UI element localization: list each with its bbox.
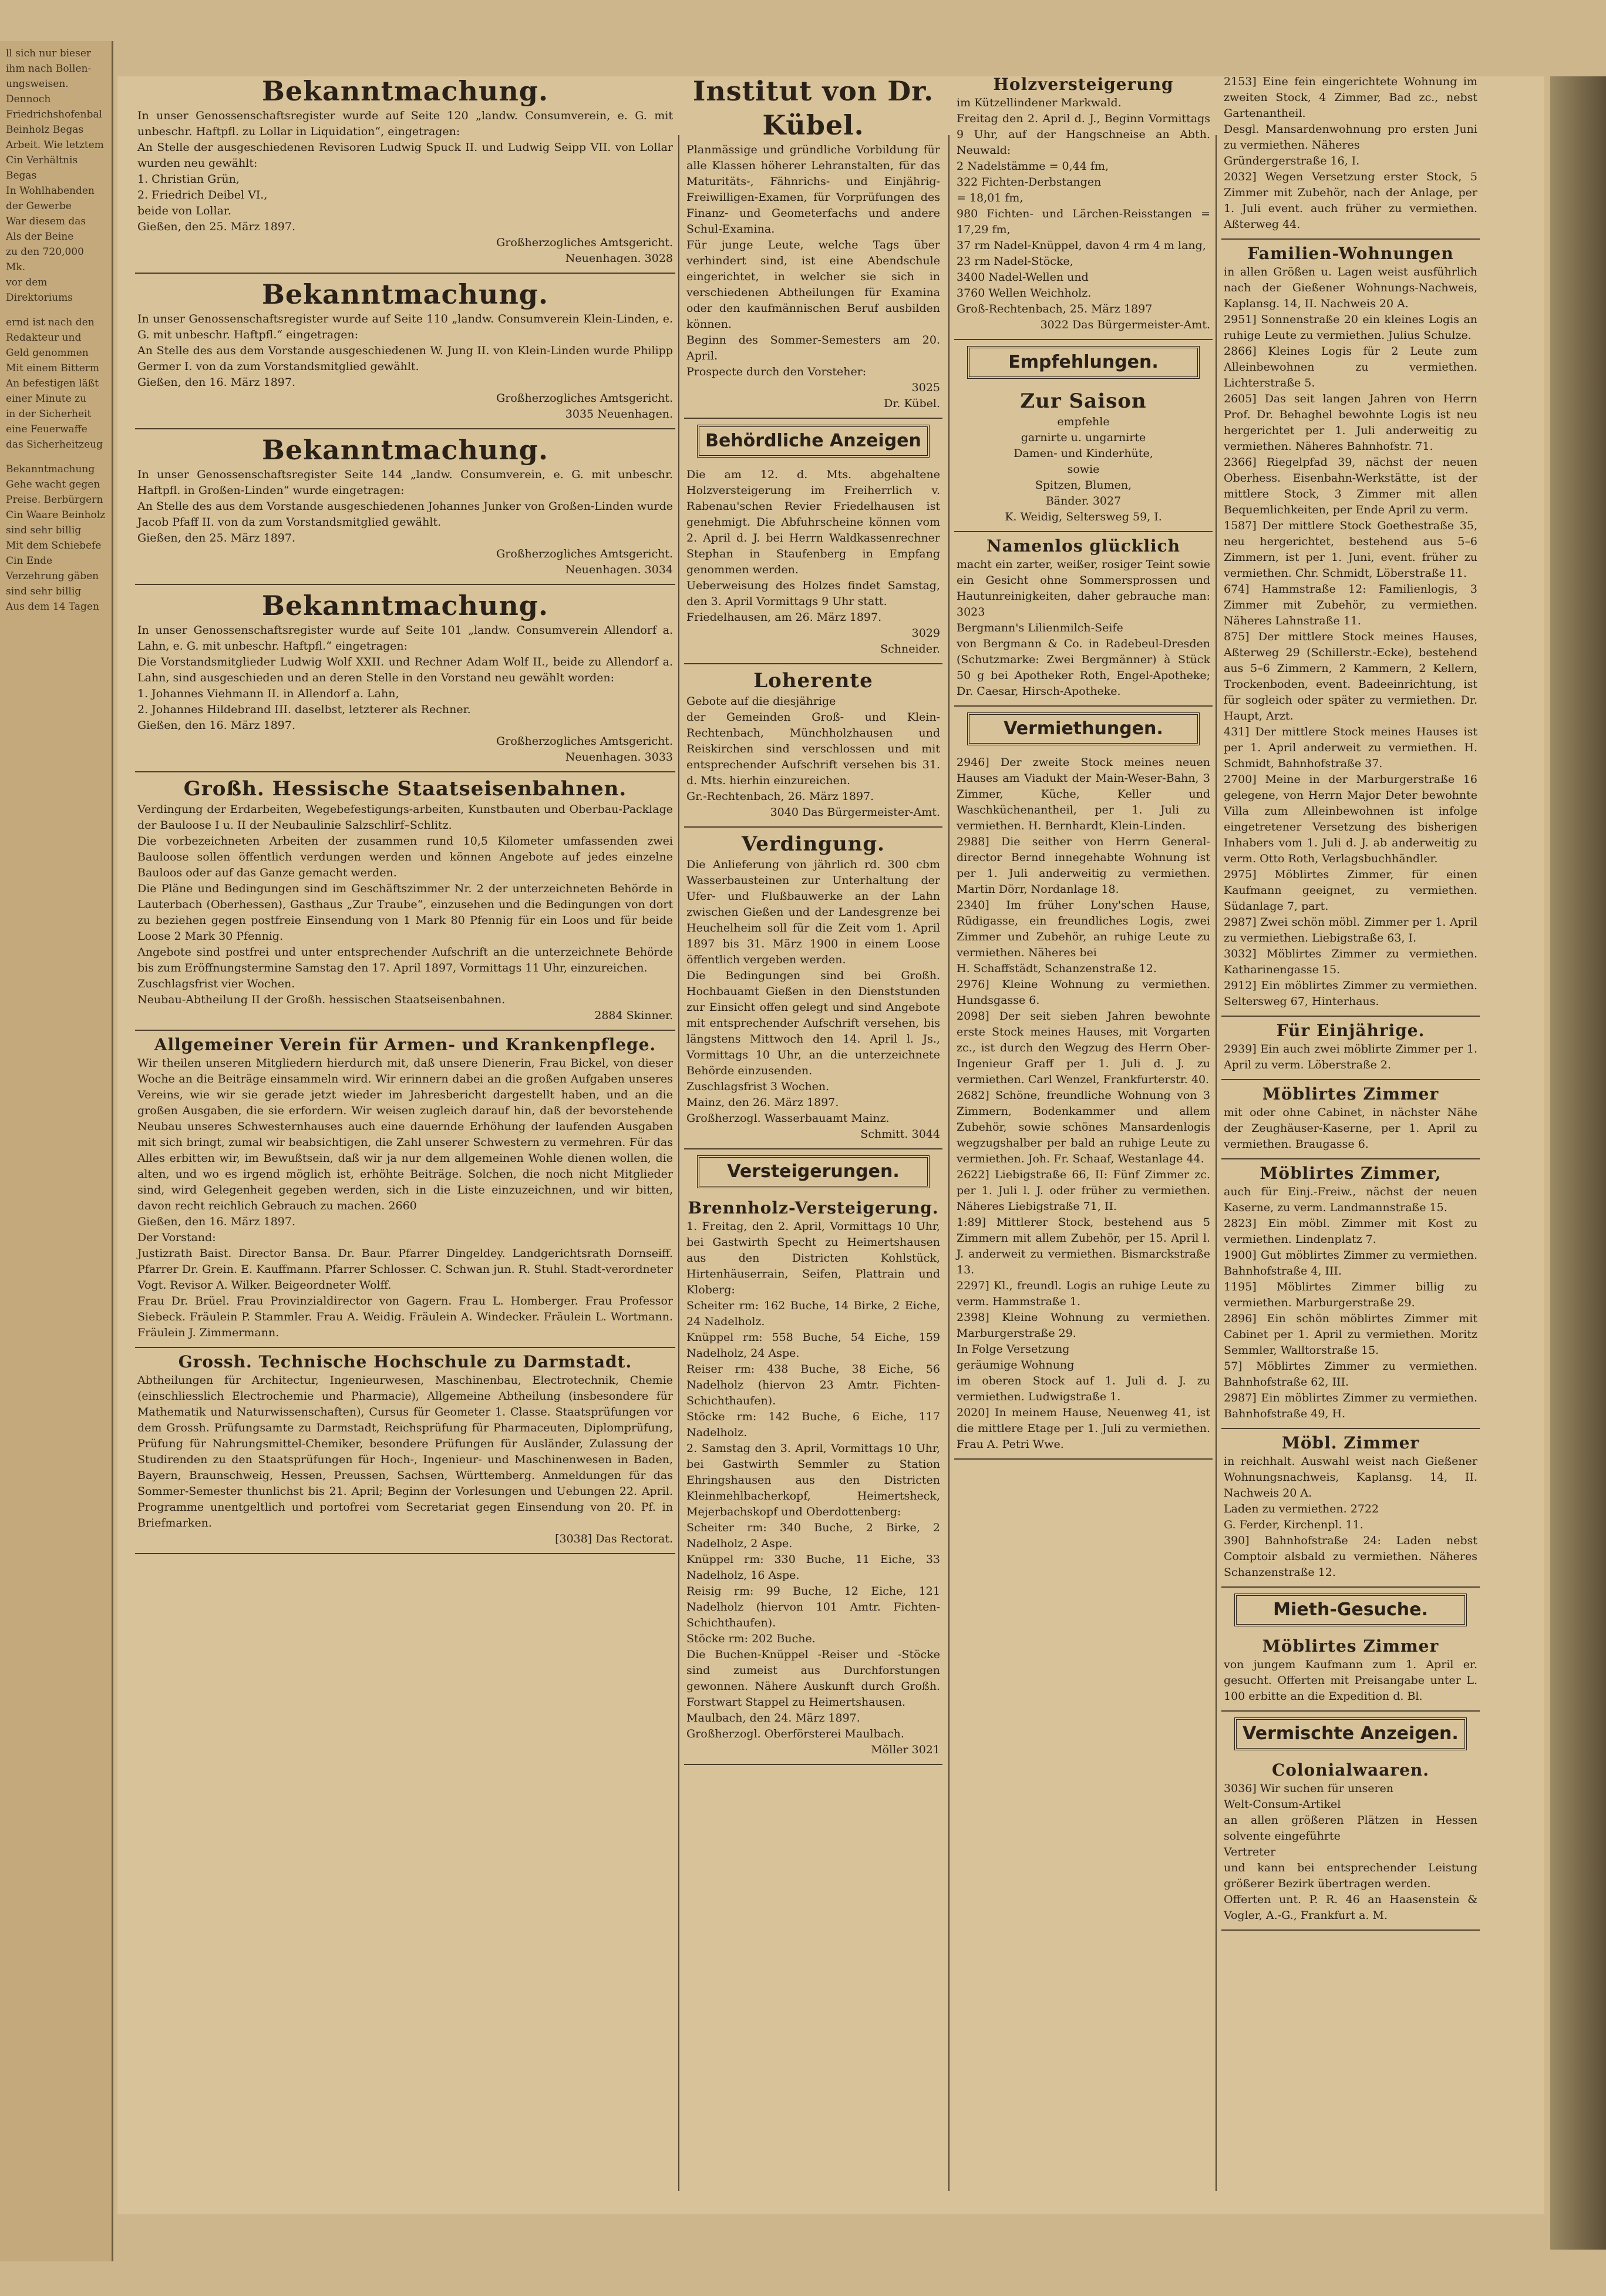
ad-title: Institut von Dr. Kübel. [692, 75, 934, 141]
advertisement [135, 772, 675, 1031]
ad-title: Bekanntmachung. [262, 590, 548, 621]
ad-signature: 3022 Das Bürgermeister-Amt. [1040, 318, 1210, 331]
ad-title: Brennholz-Versteigerung. [688, 1198, 939, 1218]
advertisement [954, 532, 1213, 707]
advertisement [1221, 1159, 1480, 1429]
advertisement [135, 1031, 675, 1348]
ad-title: Möblirtes Zimmer [1262, 1636, 1439, 1656]
ad-body: Die Anlieferung von jährlich rd. 300 cbm Wasserbausteinen zur Unterhaltung der Ufer- und Flußbauwerke an der Lahn zwischen Gießen und der Landesgrenze bei Heuchelheim soll für die Zeit vom 1. April 1897 bis 31. März 1900 in einem Loose öffentlich vergeben werden. Die Bedingungen sind bei Großh. Hochbauamt Gießen in den Dienststunden zur Einsicht offen gelegt und sind Angebote mit entsprechender Aufschrift versehen, bis längstens Mittwoch den 14. April l. Js., Vormittags 10 Uhr, an die unterzeichnete Behörde einzusenden. Zuschlagsfrist 3 Wochen. Mainz, den 26. März 1897. Großherzogl. Wasserbauamt Mainz. [686, 858, 940, 1125]
ad-title: Zur Saison [1020, 389, 1147, 413]
left-page-fragment [0, 41, 113, 2261]
ad-signature: 2884 Skinner. [594, 1009, 673, 1022]
ad-body: Planmässige und gründliche Vorbildung für alle Klassen höherer Lehranstalten, für das Maturitäts-, Fähnrichs- und Einjährig-Freiwilligen-Examen, für Vorprüfungen des Finanz- und Geometerfachs und andere Schul-Examina. Für junge Leute, welche Tags über verhindert sind, ist eine Abendschule eingerichtet, in welcher sie sich in verschiedenen Abtheilungen für Examina oder den kaufmännischen Beruf ausbilden können. Beginn des Sommer-Semesters am 20. April. Prospecte durch den Vorsteher: [686, 143, 940, 378]
advertisement [135, 70, 675, 274]
ad-body: macht ein zarter, weißer, rosiger Teint sowie ein Gesicht ohne Sommersprossen und Hautunreinigkeiten, daher gebrauche man: 3023 Bergmann's Lilienmilch-Seife von Bergmann & Co. in Radebeul-Dresden (Schutzmarke: Zwei Bergmänner) à Stück 50 g bei Apotheker Roth, Engel-Apotheke; Dr. Caesar, Hirsch-Apotheke. [957, 558, 1210, 698]
column-d [1221, 70, 1480, 2197]
advertisement [135, 585, 675, 772]
ad-signature: 3025 Dr. Kübel. [884, 381, 940, 410]
ad-body: 2153] Eine fein eingerichtete Wohnung im zweiten Stock, 4 Zimmer, Bad zc., nebst Gartenantheil. Desgl. Mansardenwohnung pro ersten Juni zu vermiethen. Näheres Gründergerstraße 16, I. 2032] Wegen Versetzung erster Stock, 5 Zimmer mit Zubehör, nach der Anlage, per 1. Juli event. auch früher zu vermiethen. Aßterweg 44. [1224, 75, 1477, 231]
column-rule [678, 135, 679, 2191]
ad-body: In unser Genossenschaftsregister wurde auf Seite 110 „landw. Consumverein Klein-Linden, e. G. mit unbeschr. Haftpfl.“ eingetragen: An Stelle des aus dem Vorstande ausgeschiedenen W. Jung II. von Klein-Linden wurde Philipp Germer I. von da zum Vorstandsmitglied gewählt. Gießen, den 16. März 1897. [137, 312, 673, 389]
section-header: Empfehlungen. [967, 346, 1199, 379]
ad-body: von jungem Kaufmann zum 1. April er. gesucht. Offerten mit Preisangabe unter L. 100 erbitte an die Expedition d. Bl. [1224, 1658, 1477, 1703]
advertisement [135, 274, 675, 429]
ad-title: Allgemeiner Verein für Armen- und Krankenpflege. [154, 1035, 656, 1054]
section-header: Behördliche Anzeigen [697, 425, 929, 458]
section-header: Vermischte Anzeigen. [1234, 1717, 1466, 1750]
ad-body: im Kützellindener Markwald. Freitag den 2. April d. J., Beginn Vormittags 9 Uhr, auf der Hangschneise an Abth. Neuwald: 2 Nadelstämme = 0,44 fm, 322 Fichten-Derbstangen = 18,01 fm, 980 Fichten- und Lärchen-Reisstangen = 17,29 fm, 37 rm Nadel-Knüppel, davon 4 rm 4 m lang, 23 rm Nadel-Stöcke, 3400 Nadel-Wellen und 3760 Wellen Weichholz. Groß-Rechtenbach, 25. März 1897 [957, 96, 1210, 315]
ad-body: 2946] Der zweite Stock meines neuen Hauses am Viadukt der Main-Weser-Bahn, 3 Zimmer, Küche, Keller und Waschküchenantheil, per 1. Juli zu vermiethen. H. Bernhardt, Klein-Linden. 2988] Die seither von Herrn General-director Bernd innegehabte Wohnung ist per 1. Juli anderweitig zu vermiethen. Martin Dörr, Nordanlage 18. 2340] Im früher Lony'schen Hause, Rüdigasse, ein freundliches Logis, zwei Zimmer und Zubehör, an ruhige Leute zu vermiethen. Näheres bei H. Schaffstädt, Schanzenstraße 12. 2976] Kleine Wohnung zu vermiethen. Hundsgasse 6. 2098] Der seit sieben Jahren bewohnte erste Stock meines Hauses, mit Vorgarten zc., ist durch den Wegzug des Herrn Ober-Ingenieur Graff per 1. Juli d. J. zu vermiethen. Carl Wenzel, Frankfurterstr. 40. 2682] Schöne, freundliche Wohnung von 3 Zimmern, Bodenkammer und allem Zubehör, sowie schönes Mansardenlogis wegzugshalber per bald an ruhige Leute zu vermiethen. Joh. Fr. Schaaf, Westanlage 44. 2622] Liebigstraße 66, II: Fünf Zimmer zc. per 1. Juli l. J. oder früher zu vermiethen. Näheres Liebigstraße 71, II. 1:89] Mittlerer Stock, bestehend aus 5 Zimmern mit allem Zubehör, per 15. April l. J. anderweit zu vermiethen. Bismarckstraße 13. 2297] Kl., freundl. Logis an ruhige Leute zu verm. Hammstraße 1. 2398] Kleine Wohnung zu vermiethen. Marburgerstraße 29. In Folge Versetzung geräumige Wohnung im oberen Stock auf 1. Juli d. J. zu vermiethen. Ludwigstraße 1. 2020] In meinem Hause, Neuenweg 41, ist die mittlere Etage per 1. Juli zu vermiethen. Frau A. Petri Wwe. [957, 756, 1210, 1451]
ad-body: Wir theilen unseren Mitgliedern hierdurch mit, daß unsere Dienerin, Frau Bickel, von dieser Woche an die Beiträge einsammeln wird. Wir erinnern dabei an die großen Aufgaben unseres Vereins, wie wir sie gerade jetzt wieder im Jahresbericht dargestellt haben, und an die großen Ausgaben, die sie erfordern. Wir weisen zugleich darauf hin, daß der bevorstehende Neubau unseres Schwesternhauses auch eine dauernde Erhöhung der laufenden Ausgaben mit sich bringt, zumal wir beabsichtigen, die Zahl unserer Schwestern zu vermehren. Für das Alles erbitten wir, im Bewußtsein, daß wir ja nur dem allgemeinen Wohle dienen wollen, die alten, und wo es irgend möglich ist, erhöhte Beiträge. Solchen, die noch nicht Mitglieder sind, wird Gelegenheit gegeben werden, sich in die Liste einzuzeichnen, und wir bitten, davon recht reichlich Gebrauch zu machen. 2660 Gießen, den 16. März 1897. Der Vorstand: Justizrath Baist. Director Bansa. Dr. Baur. Pfarrer Dingeldey. Landgerichtsrath Dornseiff. Pfarrer Dr. Grein. E. Kauffmann. Pfarrer Schlosser. C. Schwan jun. R. Stuhl. Stadt-verordneter Vogt. Revisor A. Wilker. Beigeordneter Wolff. Frau Dr. Brüel. Frau Provinzialdirector von Gagern. Frau L. Homberger. Frau Professor Siebeck. Fräulein P. Stammler. Frau A. Weidig. Fräulein A. Windecker. Fräulein L. Wortmann. Fräulein J. Zimmermann. [137, 1057, 673, 1339]
section-header: Versteigerungen. [697, 1155, 929, 1188]
ad-body: Die am 12. d. Mts. abgehaltene Holzversteigerung im Freiherrlich v. Rabenau'schen Revier Friedelhausen ist genehmigt. Die Abfuhrscheine können vom 2. April d. J. bei Herrn Waldkassenrechner Stephan in Staufenberg in Empfang genommen werden. Ueberweisung des Holzes findet Samstag, den 3. April Vormittags 9 Uhr statt. Friedelhausen, am 26. März 1897. [686, 468, 940, 624]
advertisement [954, 70, 1213, 340]
ad-body: in reichhalt. Auswahl weist nach Gießener Wohnungsnachweis, Kaplansg. 14, II. Nachweis 20 A. Laden zu vermiethen. 2722 G. Ferder, Kirchenpl. 11. 390] Bahnhofstraße 24: Laden nebst Comptoir alsbald zu vermiethen. Näheres Schanzenstraße 12. [1224, 1455, 1477, 1579]
ad-title: Möbl. Zimmer [1281, 1433, 1420, 1453]
ad-title: Möblirtes Zimmer, [1260, 1164, 1442, 1183]
column-rule [1216, 135, 1217, 2191]
ad-body: In unser Genossenschaftsregister wurde auf Seite 101 „landw. Consumverein Allendorf a. Lahn, e. G. mit unbeschr. Haftpfl.“ eingetragen: Die Vorstandsmitglieder Ludwig Wolf XXII. und Rechner Adam Wolf II., beide zu Allendorf a. Lahn, sind ausgeschieden und an deren Stelle in den Vorstand neu gewählt worden: 1. Johannes Viehmann II. in Allendorf a. Lahn, 2. Johannes Hildebrand III. daselbst, letzterer als Rechner. Gießen, den 16. März 1897. [137, 624, 673, 732]
ad-title: Großh. Hessische Staatseisenbahnen. [183, 777, 627, 801]
ad-signature: Großherzogliches Amtsgericht. Neuenhagen. 3034 [496, 547, 673, 576]
ad-signature: Möller 3021 [871, 1743, 940, 1756]
ad-body: mit oder ohne Cabinet, in nächster Nähe der Zeughäuser-Kaserne, per 1. April zu vermiethen. Braugasse 6. [1224, 1106, 1477, 1151]
ad-signature: 3029 Schneider. [880, 627, 940, 655]
page-edge [1550, 76, 1606, 2250]
ad-body: 1. Freitag, den 2. April, Vormittags 10 Uhr, bei Gastwirth Specht zu Heimertshausen aus den Districten Kohlstück, Hirtenhäuserrain, Seifen, Plattrain und Kloberg: Scheiter rm: 162 Buche, 14 Birke, 2 Eiche, 24 Nadelholz. Knüppel rm: 558 Buche, 54 Eiche, 159 Nadelholz, 24 Aspe. Reiser rm: 438 Buche, 38 Eiche, 56 Nadelholz (hiervon 23 Amtr. Fichten-Schichthaufen). Stöcke rm: 142 Buche, 6 Eiche, 117 Nadelholz. 2. Samstag den 3. April, Vormittags 10 Uhr, bei Gastwirth Semmler zu Station Ehringshausen aus den Districten Kleinmehlbacherkopf, Heimertsheck, Mejerbachskopf und Oberdottenberg: Scheiter rm: 340 Buche, 2 Birke, 2 Nadelholz, 2 Aspe. Knüppel rm: 330 Buche, 11 Eiche, 33 Nadelholz, 16 Aspe. Reisig rm: 99 Buche, 12 Eiche, 121 Nadelholz (hiervon 101 Amtr. Fichten-Schichthaufen). Stöcke rm: 202 Buche. Die Buchen-Knüppel -Reiser und -Stöcke sind zumeist aus Durchforstungen gewonnen. Nähere Auskunft durch Großh. Forstwart Stappel zu Heimertshausen. Maulbach, den 24. März 1897. Großherzogl. Oberförsterei Maulbach. [686, 1220, 940, 1740]
ad-body: Verdingung der Erdarbeiten, Wegebefestigungs-arbeiten, Kunstbauten und Oberbau-Packlage der Bauloose I u. II der Neubaulinie Salzschlirf–Schlitz. Die vorbezeichneten Arbeiten der zusammen rund 10,5 Kilometer umfassenden zwei Bauloose sollen öffentlich verdungen werden und können Angebote auf jedes einzelne Bauloos oder auf das Ganze gemacht werden. Die Pläne und Bedingungen sind im Geschäftszimmer Nr. 2 der unterzeichneten Behörde in Lauterbach (Oberhessen), Gasthaus „Zur Traube“, einzusehen und die Bedingungen von dort zu beziehen gegen postfreie Einsendung von 1 Mark 80 Pfennig für ein Loos und für beide Loose 2 Mark 30 Pfennig. Angebote sind postfrei und unter entsprechender Aufschrift an die unterzeichnete Behörde bis zum Eröffnungstermine Samstag den 17. April 1897, Vormittags 11 Uhr, einzureichen. Zuschlagsfrist vier Wochen. Neubau-Abtheilung II der Großh. hessischen Staatseisenbahnen. [137, 803, 673, 1006]
ad-title: Für Einjährige. [1276, 1021, 1425, 1040]
advertisement [1221, 1429, 1480, 1588]
advertisement [1221, 70, 1480, 240]
advertisement [1221, 1080, 1480, 1159]
column-c [954, 70, 1213, 2197]
ad-title: Bekanntmachung. [262, 75, 548, 107]
ad-signature: Schmitt. 3044 [860, 1128, 940, 1141]
ad-title: Möblirtes Zimmer [1262, 1084, 1439, 1104]
ad-title: Holzversteigerung [993, 75, 1174, 94]
advertisement [684, 664, 942, 828]
advertisement [684, 463, 942, 664]
advertisement [1221, 1756, 1480, 1931]
section-header: Mieth-Gesuche. [1234, 1594, 1466, 1626]
left-text-1: ll sich nur bieser ihm nach Bollen- ungsweisen. Dennoch Friedrichshofenbal Beinholz Begas Arbeit. Wie letztem Cin Verhältnis Begas In Wohlhabenden der Gewerbe War diesem das Als der Beine zu den 720,000 Mk. vor dem Direktoriums [6, 48, 104, 304]
section-header: Vermiethungen. [967, 712, 1199, 745]
advertisement [684, 828, 942, 1149]
ad-body: Gebote auf die diesjährige der Gemeinden Groß- und Klein-Rechtenbach, Münchholzhausen und Reiskirchen sind verschlossen und mit entsprechender Aufschrift versehen bis 31. d. Mts. hierhin einzureichen. Gr.-Rechtenbach, 26. März 1897. [686, 695, 940, 803]
left-text-2: ernd ist nach den Redakteur und Geld genommen Mit einem Bitterm An befestigen läßt einer Minute zu in der Sicherheit eine Feuerwaffe das Sicherheitzeug [6, 317, 103, 451]
advertisement [684, 1194, 942, 1765]
ad-body: in allen Größen u. Lagen weist ausführlich nach der Gießener Wohnungs-Nachweis, Kaplansg. 14, II. Nachweis 20 A. 2951] Sonnenstraße 20 ein kleines Logis an ruhige Leute zu vermiethen. Julius Schulze. 2866] Kleines Logis für 2 Leute zum Alleinbewohnen zu vermiethen. Lichterstraße 5. 2605] Das seit langen Jahren von Herrn Prof. Dr. Behaghel bewohnte Logis ist neu hergerichtet per 1. Juli anderweitig zu vermiethen. Näheres Bahnhofstr. 71. 2366] Riegelpfad 39, nächst der neuen Oberhess. Eisenbahn-Werkstätte, ist der mittlere Stock, 3 Zimmer mit allen Bequemlichkeiten, per Ende April zu verm. 1587] Der mittlere Stock Goethestraße 35, neu hergerichtet, bestehend aus 5–6 Zimmern, ist per 1. Juni, event. früher zu vermiethen. Chr. Schmidt, Löberstraße 11. 674] Hammstraße 12: Familienlogis, 3 Zimmer mit Zubehör, zu vermiethen. Näheres Lahnstraße 11. 875] Der mittlere Stock meines Hauses, Aßterweg 29 (Schillerstr.-Ecke), bestehend aus 5–6 Zimmern, 2 Kammern, 2 Kellern, Trockenboden, event. Badeeinrichtung, ist für sogleich oder später zu vermiethen. Dr. Haupt, Arzt. 431] Der mittlere Stock meines Hauses ist per 1. April anderweit zu vermiethen. H. Schmidt, Bahnhofstraße 37. 2700] Meine in der Marburgerstraße 16 gelegene, von Herrn Major Deter bewohnte Villa zum Alleinbewohnen ist infolge eingetretener Versetzung des bisherigen Inhabers vom 1. Juli d. J. ab anderweitig zu verm. Otto Roth, Verlagsbuchhändler. 2975] Möblirtes Zimmer, für einen Kaufmann geeignet, zu vermiethen. Südanlage 7, part. 2987] Zwei schön möbl. Zimmer per 1. April zu vermiethen. Liebigstraße 63, I. 3032] Möblirtes Zimmer zu vermiethen. Katharinengasse 15. 2912] Ein möblirtes Zimmer zu vermiethen. Seltersweg 67, Hinterhaus. [1224, 265, 1477, 1008]
ad-body: 3036] Wir suchen für unseren Welt-Consum-Artikel an allen größeren Plätzen in Hessen solvente eingeführte Vertreter und kann bei entsprechender Leistung größerer Bezirk übertragen werden. Offerten unt. P. R. 46 an Haasenstein & Vogler, A.-G., Frankfurt a. M. [1224, 1782, 1477, 1922]
ad-title: Verdingung. [741, 832, 886, 856]
advertisement [684, 70, 942, 419]
ad-title: Grossh. Technische Hochschule zu Darmstadt. [178, 1352, 632, 1371]
ad-body: auch für Einj.-Freiw., nächst der neuen Kaserne, zu verm. Landmannstraße 15. 2823] Ein möbl. Zimmer mit Kost zu vermiethen. Lindenplatz 7. 1900] Gut möblirtes Zimmer zu vermiethen. Bahnhofstraße 4, III. 1195] Möblirtes Zimmer billig zu vermiethen. Marburgerstraße 29. 2896] Ein schön möblirtes Zimmer mit Cabinet per 1. April zu vermiethen. Moritz Semmler, Walltorstraße 15. 57] Möblirtes Zimmer zu vermiethen. Bahnhofstraße 62, III. 2987] Ein möblirtes Zimmer zu vermiethen. Bahnhofstraße 49, H. [1224, 1185, 1477, 1420]
ad-title: Bekanntmachung. [262, 278, 548, 310]
ad-body: In unser Genossenschaftsregister wurde auf Seite 120 „landw. Consumverein, e. G. mit unbeschr. Haftpfl. zu Lollar in Liquidation“, eingetragen: An Stelle der ausgeschiedenen Revisoren Ludwig Spuck II. und Ludwig Seipp VII. von Lollar wurden neu gewählt: 1. Christian Grün, 2. Friedrich Deibel VI., beide von Lollar. Gießen, den 25. März 1897. [137, 109, 673, 233]
advertisement [135, 1348, 675, 1554]
left-text-3: Bekanntmachung Gehe wacht gegen Preise. Berbürgern Cin Waare Beinholz sind sehr billig Mit dem Schiebefe Cin Ende Verzehrung gäben sind sehr billig Aus dem 14 Tagen [6, 463, 106, 613]
ad-title: Namenlos glücklich [986, 536, 1181, 556]
ad-body: Abtheilungen für Architectur, Ingenieurwesen, Maschinenbau, Electrotechnik, Chemie (einschliesslich Electrochemie und Pharmacie), Allgemeine Abtheilung (insbesondere für Mathematik und Naturwissenschaften), Cursus für Geometer 1. Classe. Staatsprüfungen vor dem Grossh. Prüfungsamte zu Darmstadt, Reichsprüfung für Pharmaceuten, Diplomprüfung, Prüfung für Nahrungsmittel-Chemiker, besondere Prüfungen für Ausländer, Zulassung der Studirenden zu den Staatsprüfungen für Hoch-, Ingenieur- und Maschinenwesen in Baden, Bayern, Braunschweig, Hessen, Preussen, Sachsen, Württemberg. Anmeldungen für das Sommer-Semester thunlichst bis 21. April; Beginn der Vorlesungen und Uebungen 22. April. Programme unentgeltlich und portofrei vom Secretariat gegen Einsendung von 20. Pf. in Briefmarken. [137, 1374, 673, 1529]
advertisement [954, 385, 1213, 532]
ad-signature: Großherzogliches Amtsgericht. 3035 Neuenhagen. [496, 392, 673, 421]
advertisement [954, 751, 1213, 1460]
ad-signature: Großherzogliches Amtsgericht. Neuenhagen. 3028 [496, 236, 673, 265]
ad-signature: Großherzogliches Amtsgericht. Neuenhagen. 3033 [496, 735, 673, 764]
ad-signature: [3038] Das Rectorat. [555, 1532, 673, 1545]
ad-title: Colonialwaaren. [1271, 1760, 1430, 1780]
ad-body: 2939] Ein auch zwei möblirte Zimmer per 1. April zu verm. Löberstraße 2. [1224, 1043, 1477, 1071]
advertisement [135, 429, 675, 585]
ad-title: Familien-Wohnungen [1247, 244, 1454, 263]
ad-body: In unser Genossenschaftsregister Seite 144 „landw. Consumverein, e. G. mit unbeschr. Haftpfl. in Großen-Linden“ wurde eingetragen: An Stelle des aus dem Vorstande ausgeschiedenen Johannes Junker von Großen-Linden wurde Jacob Pfaff II. von da zum Vorstandsmitglied gewählt. Gießen, den 25. März 1897. [137, 468, 673, 544]
ad-title: Bekanntmachung. [262, 434, 548, 466]
ad-title: Loherente [753, 669, 873, 693]
column-a [135, 70, 675, 2197]
ad-body: empfehle garnirte u. ungarnirte Damen- und Kinderhüte, sowie Spitzen, Blumen, Bänder. 3027 K. Weidig, Seltersweg 59, I. [1005, 415, 1162, 523]
advertisement [1221, 1632, 1480, 1712]
advertisement [1221, 240, 1480, 1017]
column-rule [948, 135, 950, 2191]
ad-signature: 3040 Das Bürgermeister-Amt. [770, 806, 940, 819]
column-b [684, 70, 942, 2197]
advertisement [1221, 1017, 1480, 1080]
